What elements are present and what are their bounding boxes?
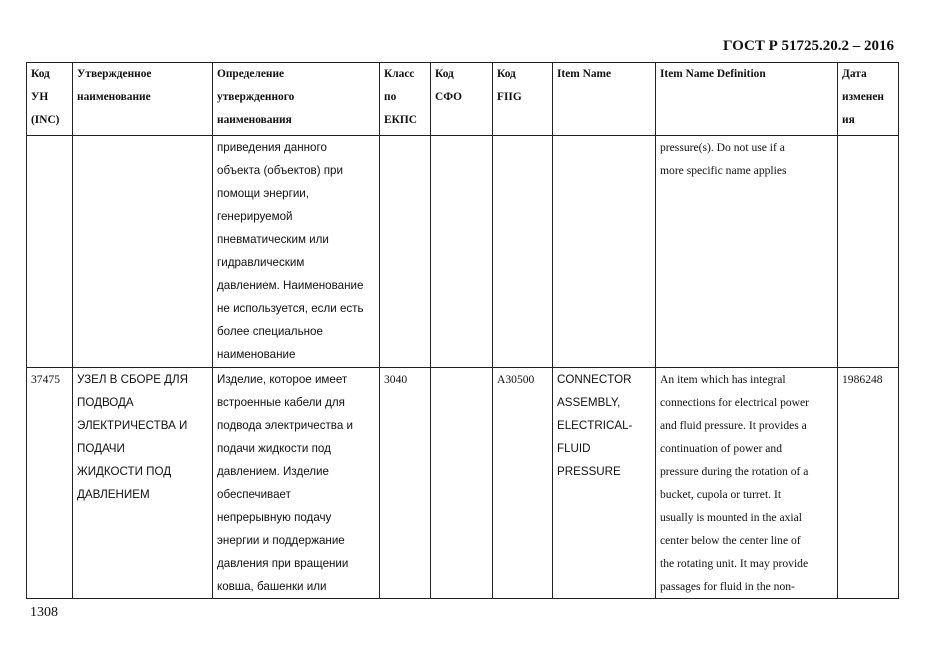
table-row [27,136,899,368]
cell-definition: Изделие, которое имеет встроенные кабели для подвода электричества и подачи жидкости под давлением. Изделие обеспечивает непрерывную подачу энергии и поддержание давления при вращении ковша, башенки или [213,368,380,599]
page-number: 1308 [30,605,58,620]
header-code-sfo: Код СФО [431,63,493,136]
classification-table [26,62,899,599]
header-code-fiig: Код FIIG [493,63,553,136]
cell-item-name-definition: An item which has integral connections for electrical power and fluid pressure. It provides a continuation of power and pressure during the rotation of a bucket, cupola or turret. It usually is mounted in the axial center below the center line of the rotating unit. It may provide passages for fluid in the non- [656,368,838,599]
cell-date-changed [838,136,899,368]
header-approved-name: Утвержденное наименование [73,63,213,136]
cell-code-fiig [493,136,553,368]
cell-code-un: 37475 [27,368,73,599]
header-definition: Определение утвержденного наименования [213,63,380,136]
cell-item-name-definition: pressure(s). Do not use if a more specific name applies [656,136,838,368]
cell-code-un [27,136,73,368]
header-item-name: Item Name [553,63,656,136]
header-date-changed: Дата изменен ия [838,63,899,136]
header-class-ekps: Класс по ЕКПС [380,63,431,136]
cell-class-ekps [380,136,431,368]
cell-code-fiig: A30500 [493,368,553,599]
document-standard-title: ГОСТ Р 51725.20.2 – 2016 [722,38,894,54]
cell-definition: приведения данного объекта (объектов) при помощи энергии, генерируемой пневматическим или гидравлическим давлением. Наименование не используется, если есть более специальное наименование [213,136,380,368]
cell-approved-name [73,136,213,368]
cell-class-ekps: 3040 [380,368,431,599]
header-item-name-definition: Item Name Definition [656,63,838,136]
cell-code-sfo [431,368,493,599]
cell-code-sfo [431,136,493,368]
cell-date-changed: 1986248 [838,368,899,599]
header-code-un: Код УН (INC) [27,63,73,136]
table-row [27,368,899,599]
cell-approved-name: УЗЕЛ В СБОРЕ ДЛЯ ПОДВОДА ЭЛЕКТРИЧЕСТВА И ПОДАЧИ ЖИДКОСТИ ПОД ДАВЛЕНИЕМ [73,368,213,599]
cell-item-name: CONNECTOR ASSEMBLY, ELECTRICAL- FLUID PRESSURE [553,368,656,599]
table-header-row [27,63,899,136]
cell-item-name [553,136,656,368]
